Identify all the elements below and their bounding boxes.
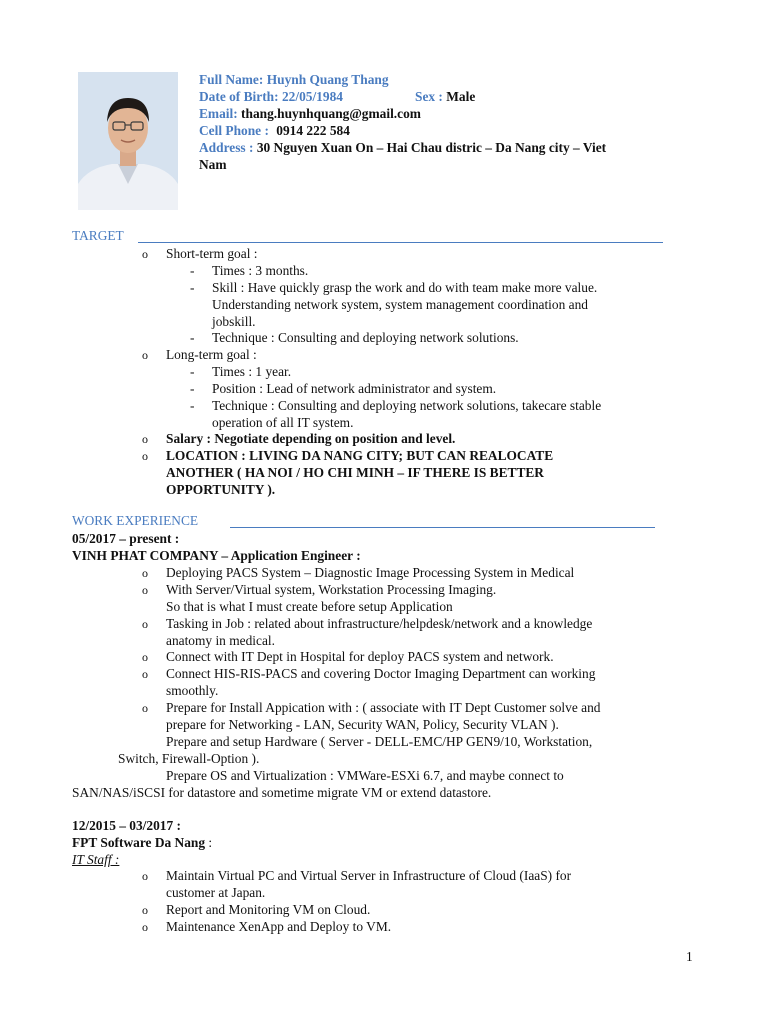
lt-times: Times : 1 year. (212, 364, 292, 379)
j1-item-install-line2: prepare for Networking - LAN, Security WAN, Policy, Security VLAN ). (166, 717, 559, 732)
j1-item-connect-it: Connect with IT Dept in Hospital for deploy PACS system and network. (166, 649, 554, 664)
bullet-icon: o (142, 583, 148, 597)
page-number: 1 (686, 949, 693, 964)
st-times: Times : 3 months. (212, 263, 309, 278)
job2-colon: : (205, 835, 213, 850)
salary: Salary : Negotiate depending on position and level. (166, 431, 456, 446)
j1-item-install-line4: Switch, Firewall-Option ). (118, 751, 260, 766)
full-name-label: Full Name: (199, 72, 264, 87)
st-skill-line3: jobskill. (212, 314, 256, 329)
st-skill-line2: Understanding network system, system management coordination and (212, 297, 588, 312)
dob-label: Date of Birth: (199, 89, 279, 104)
j1-item-his-line2: smoothly. (166, 683, 219, 698)
location-line3: OPPORTUNITY ). (166, 482, 276, 497)
j1-item-server-line2: So that is what I must create before setup Application (166, 599, 453, 614)
dash-icon: - (190, 263, 195, 278)
bullet-icon: o (142, 920, 148, 934)
email-row (199, 106, 421, 122)
bullet-icon: o (142, 869, 148, 883)
long-term-goal: Long-term goal : (166, 347, 257, 362)
dob-value: 22/05/1984 (281, 89, 343, 104)
email-value[interactable]: thang.huynhquang@gmail.com (241, 106, 421, 121)
j1-item-pacs: Deploying PACS System – Diagnostic Image Processing System in Medical (166, 565, 575, 580)
sex-row (415, 89, 475, 105)
job1-period: 05/2017 – present : (72, 531, 180, 546)
bullet-icon: o (142, 617, 148, 631)
email-label: Email: (199, 106, 238, 121)
location-line1: LOCATION : LIVING DA NANG CITY; BUT CAN REALOCATE (166, 448, 554, 463)
job2-company: FPT Software Da Nang (72, 835, 206, 850)
lt-technique-line2: operation of all IT system. (212, 415, 354, 430)
full-name-value: Huynh Quang Thang (266, 72, 389, 87)
j1-item-install-line5: Prepare OS and Virtualization : VMWare-ESXi 6.7, and maybe connect to (166, 768, 564, 783)
location-line2: ANOTHER ( HA NOI / HO CHI MINH – IF THERE IS BETTER (166, 465, 544, 480)
j2-item-report: Report and Monitoring VM on Cloud. (166, 902, 371, 917)
bullet-icon: o (142, 449, 148, 463)
address-value-line2: Nam (199, 157, 227, 172)
bullet-icon: o (142, 566, 148, 580)
lt-technique-line1: Technique : Consulting and deploying network solutions, takecare stable (212, 398, 602, 413)
job1-title: VINH PHAT COMPANY – Application Engineer : (72, 548, 361, 563)
st-skill-line1: Skill : Have quickly grasp the work and do with team make more value. (212, 280, 598, 295)
st-technique: Technique : Consulting and deploying network solutions. (212, 330, 519, 345)
bullet-icon: o (142, 650, 148, 664)
j1-item-tasking-line2: anatomy in medical. (166, 633, 275, 648)
bullet-icon: o (142, 667, 148, 681)
dash-icon: - (190, 398, 195, 413)
dash-icon: - (190, 381, 195, 396)
j2-item-xenapp: Maintenance XenApp and Deploy to VM. (166, 919, 392, 934)
sex-label: Sex : (415, 89, 443, 104)
address-value-line1: 30 Nguyen Xuan On – Hai Chau distric – Da Nang city – Viet (256, 140, 607, 155)
dash-icon: - (190, 364, 195, 379)
j1-item-install-line3: Prepare and setup Hardware ( Server - DELL-EMC/HP GEN9/10, Workstation, (166, 734, 593, 749)
dob-row (199, 89, 343, 105)
work-heading-rule (230, 513, 655, 528)
work-experience-heading: WORK EXPERIENCE (72, 513, 199, 528)
j1-item-install-line6: SAN/NAS/iSCSI for datastore and sometime migrate VM or extend datastore. (72, 785, 492, 800)
bullet-icon: o (142, 348, 148, 362)
j1-item-server-line1: With Server/Virtual system, Workstation Processing Imaging. (166, 582, 497, 597)
bullet-icon: o (142, 247, 148, 261)
sex-value: Male (446, 89, 476, 104)
lt-position: Position : Lead of network administrator and system. (212, 381, 497, 396)
bullet-icon: o (142, 903, 148, 917)
j1-item-his-line1: Connect HIS-RIS-PACS and covering Doctor Imaging Department can working (166, 666, 596, 681)
short-term-goal: Short-term goal : (166, 246, 258, 261)
job2-role: IT Staff : (72, 852, 120, 867)
phone-label: Cell Phone : (199, 123, 269, 138)
j1-item-tasking-line1: Tasking in Job : related about infrastructure/helpdesk/network and a knowledge (166, 616, 593, 631)
target-heading-rule (138, 228, 663, 243)
j1-item-install-line1: Prepare for Install Appication with : ( associate with IT Dept Customer solve and (166, 700, 601, 715)
address-label: Address : (199, 140, 254, 155)
target-heading: TARGET (72, 228, 124, 243)
job2-company-row (72, 834, 212, 851)
full-name-row (199, 72, 389, 88)
phone-row (199, 123, 350, 139)
phone-value: 0914 222 584 (276, 123, 350, 138)
bullet-icon: o (142, 701, 148, 715)
j2-item-maintain-line2: customer at Japan. (166, 885, 266, 900)
dash-icon: - (190, 280, 195, 295)
j2-item-maintain-line1: Maintain Virtual PC and Virtual Server in Infrastructure of Cloud (IaaS) for (166, 868, 572, 883)
person-portrait-icon (78, 72, 178, 210)
dash-icon: - (190, 330, 195, 345)
profile-photo (78, 72, 178, 210)
job2-period: 12/2015 – 03/2017 : (72, 818, 181, 833)
bullet-icon: o (142, 432, 148, 446)
address-row (199, 140, 606, 156)
